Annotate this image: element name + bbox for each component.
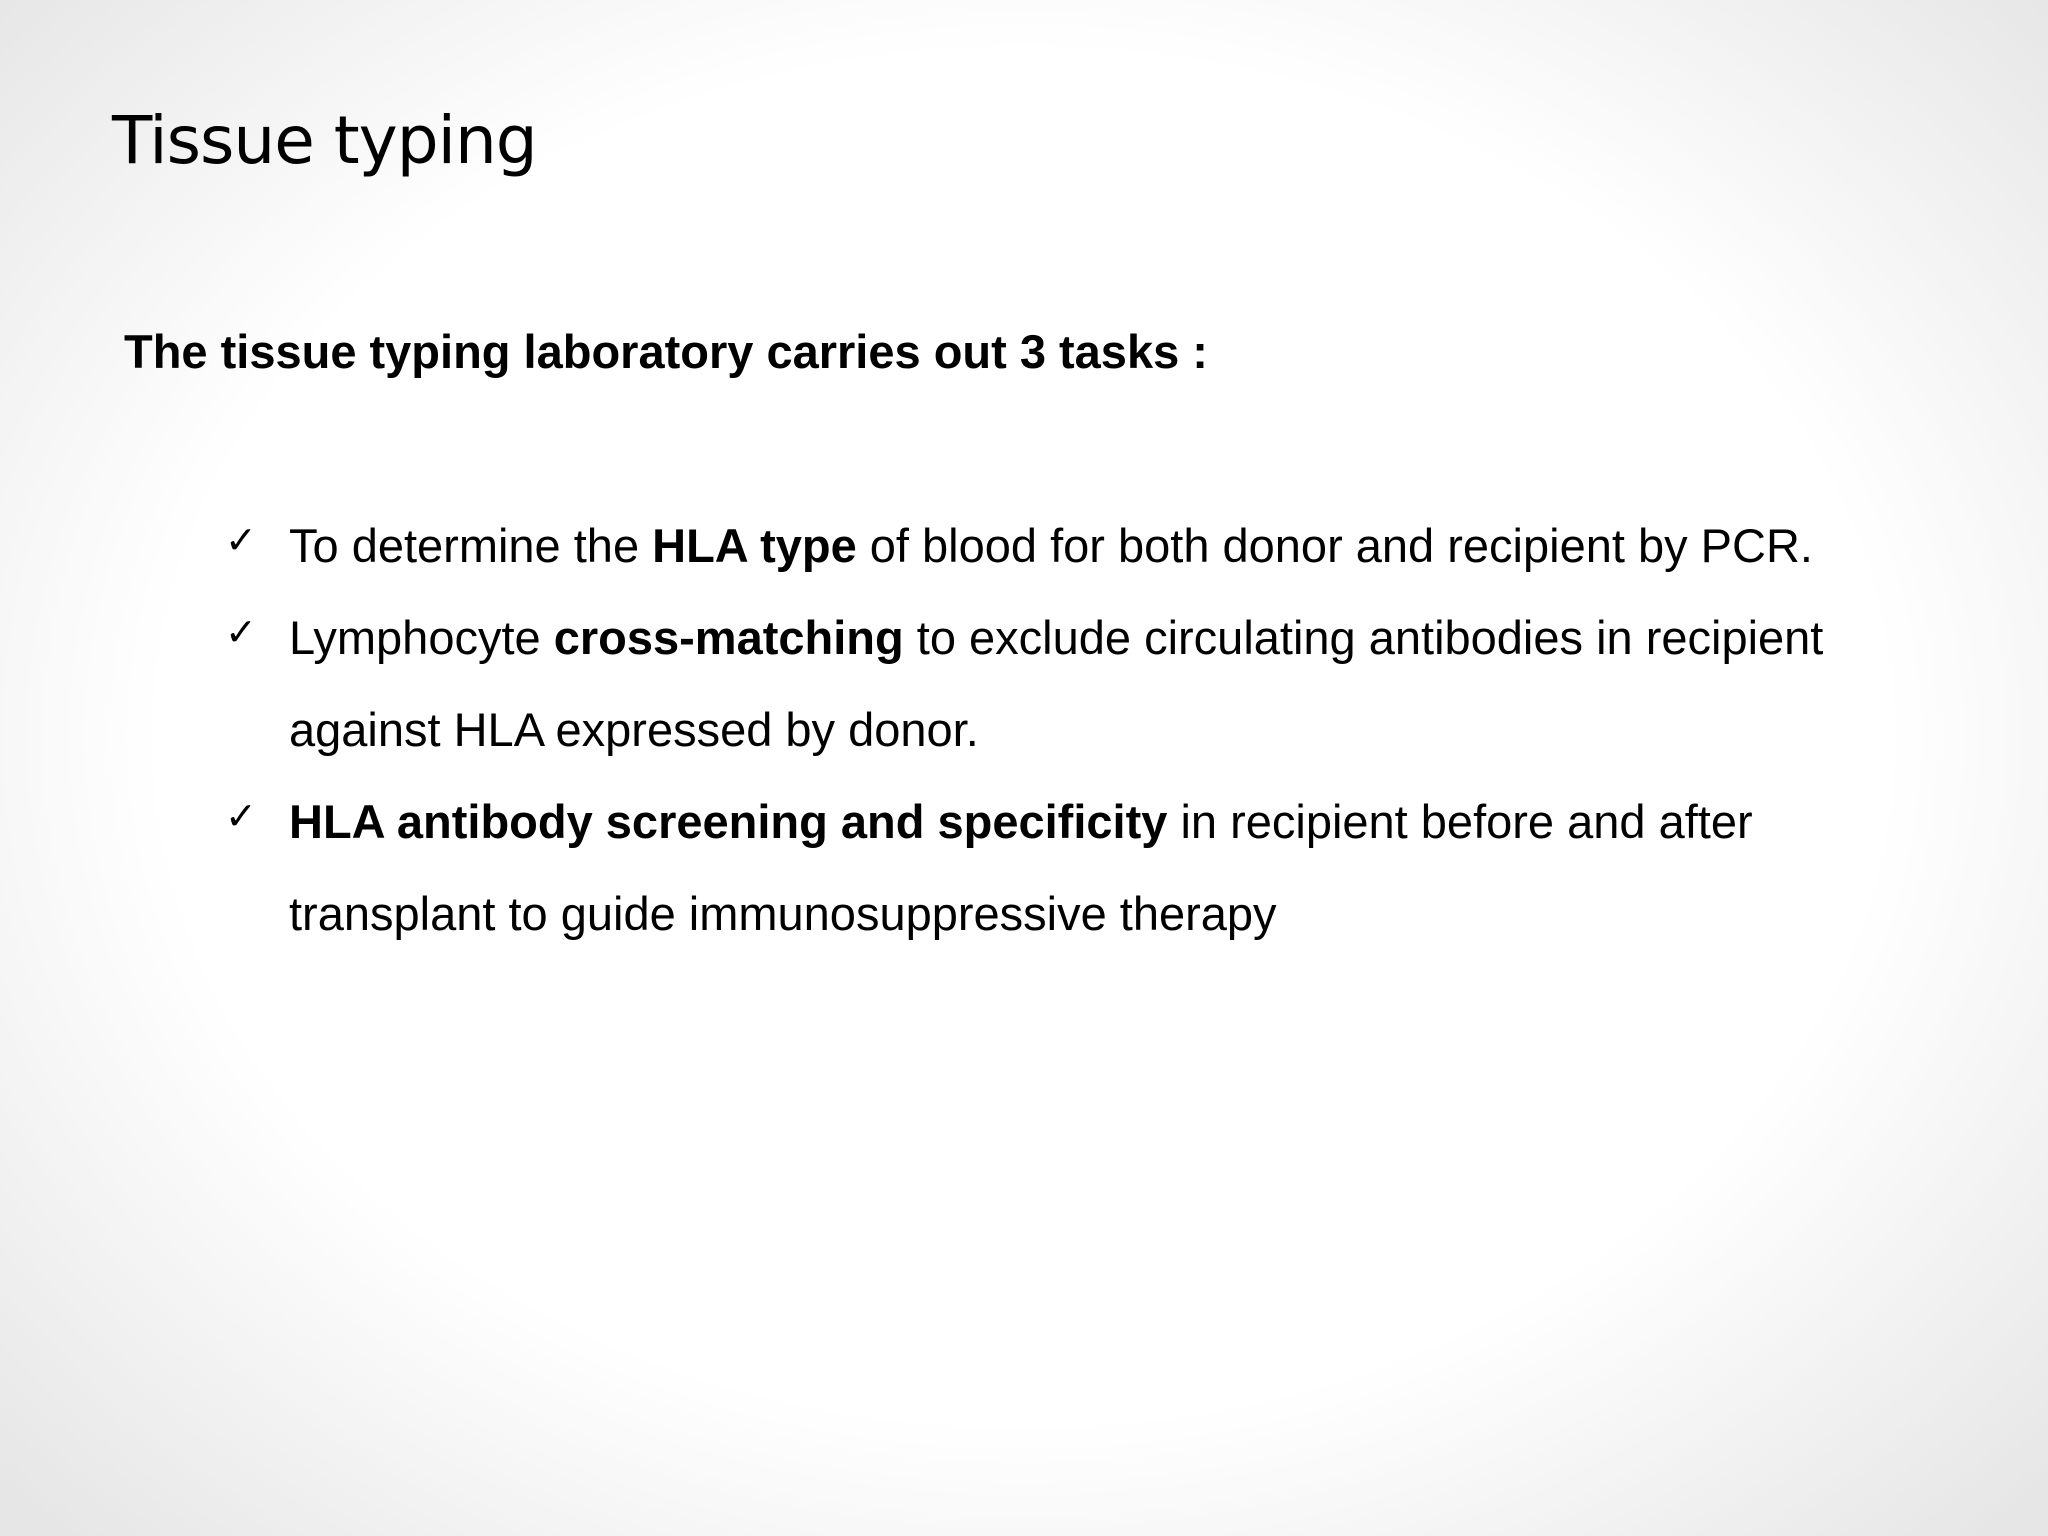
task-text-after: of blood for both donor and recipient by PCR. bbox=[856, 519, 1813, 572]
task-item-hla-type bbox=[225, 500, 1925, 592]
task-text-bold: HLA type bbox=[652, 519, 857, 572]
task-item-antibody-screening bbox=[225, 776, 1925, 960]
task-text-before: To determine the bbox=[289, 519, 653, 572]
task-item-cross-matching bbox=[225, 592, 1925, 776]
task-text-bold: HLA antibody screening and specificity bbox=[289, 795, 1168, 848]
slide-title: Tissue typing bbox=[112, 102, 537, 179]
task-text-after: to exclude circulating antibodies in recipient against HLA expressed by donor. bbox=[289, 611, 1824, 756]
task-list bbox=[225, 500, 1925, 960]
task-text bbox=[289, 611, 1823, 756]
task-text-bold: cross-matching bbox=[553, 611, 904, 664]
task-text-after: in recipient before and after transplant to guide immunosuppressive therapy bbox=[289, 795, 1753, 940]
checkmark-icon: ✓ bbox=[225, 610, 257, 654]
checkmark-icon: ✓ bbox=[225, 794, 257, 838]
task-text bbox=[289, 519, 1813, 572]
task-text bbox=[289, 795, 1753, 940]
checkmark-icon: ✓ bbox=[225, 518, 257, 562]
task-text-before: Lymphocyte bbox=[289, 611, 554, 664]
intro-text: The tissue typing laboratory carries out 3 tasks : bbox=[124, 325, 1208, 378]
